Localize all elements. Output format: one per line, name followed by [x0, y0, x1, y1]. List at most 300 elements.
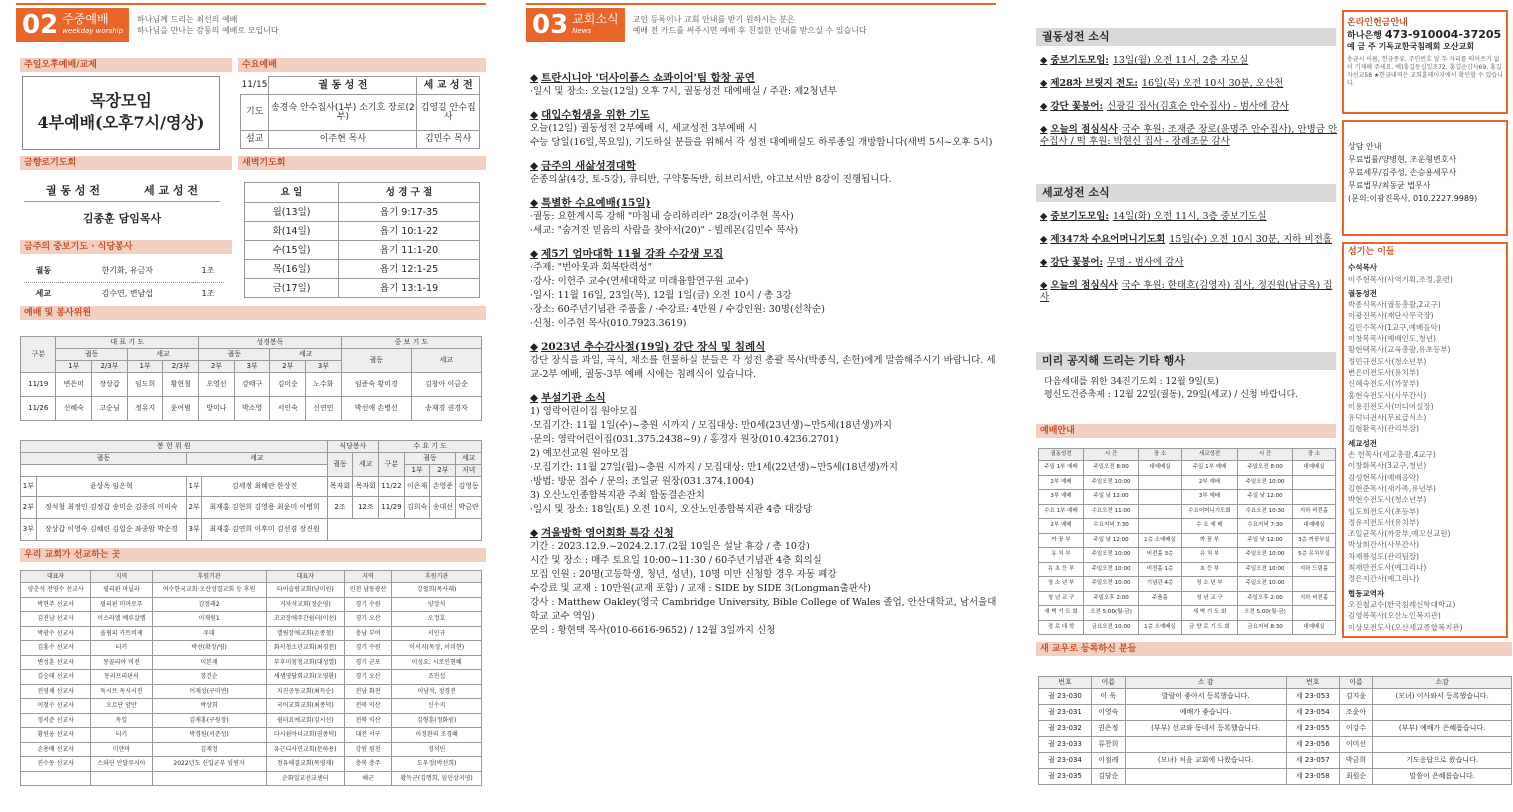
mission-cell: 충남 부여: [344, 626, 391, 641]
diamond-icon: ◆: [1040, 101, 1048, 112]
dawn-verse: 욥기 9:17-35: [339, 203, 480, 222]
news-title: 제5기 엄마대학 11월 강좌 수강생 모집: [541, 248, 724, 260]
staff-line: 차재룡성도(관리팀장): [1348, 551, 1420, 561]
week-service-table: [24, 260, 224, 304]
online-holder: 기독교한국침례회 오산교회: [1378, 42, 1475, 51]
newc-row: [1039, 769, 1512, 785]
guide-cell: 주일오후 2:00: [1084, 591, 1139, 606]
offering-head-gd: 궐동: [21, 453, 187, 465]
mission-cell: 경기 군포: [344, 655, 391, 670]
online-title: 온라인헌금안내: [1347, 18, 1408, 28]
news-articles: [530, 62, 1000, 638]
mission-cell: 순화일교선교센터: [266, 771, 344, 786]
serve-head-sg: 세교: [270, 349, 341, 361]
guide-row: [1039, 461, 1336, 476]
mission-cell: 김홍수 선교사: [21, 641, 91, 656]
guide-cell: 오전 5:00(월-금): [1238, 606, 1293, 621]
staff-line: 이창목목사(예배인도,청년): [1348, 334, 1436, 344]
newc-cell: 류찬희: [1091, 737, 1125, 753]
diamond-icon: ◆: [530, 392, 539, 404]
guide-cell: 비전홀 3층: [1139, 548, 1182, 563]
guide-cell: 지하 비전홀: [1293, 504, 1336, 519]
guide-cell: 3부 예배: [1181, 490, 1237, 505]
diamond-icon: ◆: [1040, 234, 1048, 245]
mission-cell: 이정완의 조경혜: [392, 728, 482, 743]
mission-cell: 타이슬람교회(남미원): [266, 583, 344, 598]
mission-cell: 박경원(서준성): [152, 728, 266, 743]
guide-cell: [1139, 475, 1182, 490]
counsel-line: 무료법률/양병현, 조운형변호사: [1348, 155, 1457, 164]
serve-cell: 강태구: [234, 373, 270, 397]
mission-row: [21, 742, 482, 757]
guide-cell: 수요오전 10:30: [1238, 504, 1293, 519]
wedp-head-1: 1부: [404, 465, 430, 477]
guide-cell: 대예배실: [1139, 461, 1182, 476]
mission-cell: 경기 오산: [344, 612, 391, 627]
mission-cell: 필리핀 미마로푸: [91, 597, 152, 612]
guide-row: [1039, 562, 1336, 577]
mission-cell: 이철수 선교사: [21, 699, 91, 714]
guide-head-cell: 궐동성전: [1039, 449, 1084, 461]
guide-cell: 대예배실: [1293, 620, 1336, 635]
mission-cell: 조진섭: [392, 670, 482, 685]
guide-head-cell: 장 소: [1139, 449, 1182, 461]
guide-cell: 수 요 예 배: [1181, 519, 1237, 534]
news-title: 금주의 새삶성경대학: [541, 160, 637, 172]
serve-head-3: 3부: [234, 361, 270, 373]
offering-head-sg: 세교: [186, 453, 327, 465]
guide-cell: 금요저녁 8:30: [1238, 620, 1293, 635]
wed-sermon-gd: 이주현 목사: [269, 131, 417, 149]
newc-cell: 궐 23-030: [1039, 689, 1092, 705]
guide-cell: 경 로 대 학: [1039, 620, 1084, 635]
mission-cell: 정서준 선교사: [21, 713, 91, 728]
tagline-2: 예배 전 카드를 써주시면 예배 후 친절한 안내를 받으실 수 있습니다: [632, 26, 867, 35]
wed-head-sg: 세 교 성 전: [417, 77, 480, 95]
mission-cell: 오정호: [392, 612, 482, 627]
mission-cell: 올림피 카트비제: [91, 626, 152, 641]
staff-line: 정유지전도사(유치부): [1348, 517, 1420, 527]
guide-cell: 수요저녁 7:30: [1238, 519, 1293, 534]
staff-line: 이창화목사(3교구,청년): [1348, 461, 1427, 471]
guide-row: [1039, 620, 1336, 635]
serve-cell: 신혜숙: [56, 397, 92, 421]
guide-row: [1039, 519, 1336, 534]
mission-cell: 김정래2: [152, 597, 266, 612]
friday-head-gd: 궐 동 성 전: [46, 184, 100, 197]
mission-cell: 이본재: [152, 655, 266, 670]
staff-line: 이광진목사(재단사무국장): [1348, 311, 1434, 321]
diamond-icon: ◆: [1040, 124, 1048, 135]
mission-head-cell: 후원기관: [392, 571, 482, 583]
mission-cell: 청유해결교회(목영재): [266, 757, 344, 772]
serve-head-gubun: 구분: [21, 337, 56, 373]
mission-cell: 여수한국교회·오산성결교회 등 후원: [152, 583, 266, 598]
mission-head-cell: 대표자: [266, 571, 344, 583]
mission-row: [21, 699, 482, 714]
offer-part: 1부: [186, 477, 202, 497]
mission-cell: 전북 익산: [344, 713, 391, 728]
guide-cell: [1293, 577, 1336, 592]
guide-cell: 대예배실: [1293, 461, 1336, 476]
mission-cell: 박선(확장/영): [152, 641, 266, 656]
news-heading: [530, 391, 1000, 405]
staff-line: 손 헌목사(세교총괄,4교구): [1348, 450, 1436, 460]
service-members-table: [20, 336, 482, 421]
sg-news-list: [1040, 200, 1338, 304]
mission-cell: 충북 충주: [344, 757, 391, 772]
guide-cell: 1층 소예배실: [1139, 620, 1182, 635]
staff-line: 정은지간사(예그리나): [1348, 574, 1420, 584]
newc-cell: [1373, 705, 1512, 721]
newc-cell: 이점례: [1091, 753, 1125, 769]
dawn-day: 수(15일): [245, 241, 339, 260]
counsel-line: 무료법무/최동균 법무사: [1348, 181, 1431, 190]
gd-news-title: 궐동성전 소식: [1036, 28, 1336, 46]
offer-names: 최재홍 김연희 이후미 김선겸 장진원: [202, 519, 327, 541]
news-title: 2023년 추수감사절(19일) 강단 장식 및 침례식: [541, 341, 766, 353]
etc-list: [1044, 376, 1334, 402]
counsel-line: 무료세무/김주성, 손승용세무사: [1348, 168, 1457, 177]
news-body: 2) 예꼬선교원 원아모집: [530, 448, 629, 459]
mission-table: [20, 570, 482, 786]
news-body: 3) 오산노인종합복지관 주최 합동결손잔치: [530, 490, 705, 501]
offer-names: 최재홍 김현희 김영용 최윤미 이병희: [202, 497, 327, 519]
wed-prayer-sg: 김영길 안수집사: [417, 95, 480, 131]
newc-cell: 김담순: [1091, 769, 1125, 785]
week-place: 세교: [35, 288, 52, 298]
staff-line: 박현수전도사(청소년부): [1348, 495, 1427, 505]
guide-row: [1039, 548, 1336, 563]
newc-row: [1039, 737, 1512, 753]
mission-cell: 미얀마: [91, 742, 152, 757]
week-group: 1조: [201, 288, 215, 298]
news-item-heading: [1040, 280, 1338, 304]
news-body: ·일시 및 장소: 18일(토) 오전 10시, 오산노인종합복지관 4층 대강당: [530, 504, 813, 515]
serve-cell: 노수화: [306, 373, 342, 397]
week-names: 한기화, 유금자: [63, 260, 192, 282]
news-item-title: 중보기도모임:: [1050, 211, 1109, 222]
news-heading: [530, 340, 1000, 354]
page-number: 02: [22, 10, 59, 40]
sg-news-title: 세교성전 소식: [1036, 184, 1336, 202]
guide-cell: 주일 1부 예배: [1181, 461, 1237, 476]
diamond-icon: ◆: [530, 109, 539, 121]
mission-row: [21, 670, 482, 685]
mission-cell: 새샘영담회교회(오영환): [266, 670, 344, 685]
offer-part: 2부: [186, 497, 202, 519]
staff-line: 홍현숙전도사(사무간사): [1348, 390, 1427, 400]
mission-row: [21, 597, 482, 612]
serve-cell: 고순님: [92, 397, 128, 421]
news-item-heading: [1040, 257, 1338, 269]
guide-cell: 3부 예배: [1039, 490, 1084, 505]
mission-row: [21, 641, 482, 656]
mission-label: 우리 교회가 선교하는 곳: [20, 548, 486, 562]
mission-cell: 경기 오산: [344, 670, 391, 685]
page1-header: [16, 6, 279, 44]
serve-head-23: 2/3부: [92, 361, 128, 373]
offering-table: [20, 440, 482, 541]
mission-row: [21, 728, 482, 743]
news-body: 오늘(12일) 궐동성전 2부예배 시, 세교성전 3부예배 시: [530, 123, 758, 134]
online-account: 473-910004-37205: [1384, 28, 1502, 41]
week-service-label: 금주의 중보기도 · 식당봉사: [20, 240, 232, 254]
diamond-icon: ◆: [530, 197, 539, 209]
guide-cell: 지하 드림홀: [1293, 562, 1336, 577]
guide-cell: 주일오전 10:00: [1238, 562, 1293, 577]
staff-line: 협동교역자: [1348, 588, 1385, 598]
staff-line: 수석목사: [1348, 263, 1377, 273]
mission-row: [21, 684, 482, 699]
guide-cell: 주일오전 10:00: [1084, 548, 1139, 563]
news-body: 1) 영락어린이집 원아모집: [530, 406, 638, 417]
diamond-icon: ◆: [530, 72, 539, 84]
guide-row: [1039, 606, 1336, 621]
serve-head-bible: 성경봉독: [199, 337, 342, 349]
newc-cell: 궐 23-033: [1039, 737, 1092, 753]
newc-head-cell: 이름: [1339, 677, 1373, 689]
dawn-verse: 욥기 13:1-19: [339, 279, 480, 298]
newc-cell: 세 23-054: [1286, 705, 1339, 721]
mission-cell: 장건순: [152, 670, 266, 685]
staff-box: [1342, 242, 1508, 638]
staff-line: 황현택목사(교육총괄,유초등부): [1348, 345, 1451, 355]
news-item-body: 국수 후원: 한태호(김영자) 집사, 정진원(남금옥) 집사: [1040, 280, 1333, 303]
guide-cell: 주일오전 8:00: [1084, 461, 1139, 476]
newc-cell: [1373, 737, 1512, 753]
newc-cell: 말씀이 은혜롭습니다.: [1373, 769, 1512, 785]
food-cell: 12조: [353, 497, 379, 519]
counsel-line: 상담 안내: [1348, 142, 1382, 151]
mission-cell: 도우정(박선희): [392, 757, 482, 772]
mission-cell: [21, 771, 91, 786]
serve-head-1: 1부: [56, 361, 92, 373]
newc-cell: [1125, 769, 1286, 785]
serve-cell: 서인숙: [270, 397, 306, 421]
newc-row: [1039, 689, 1512, 705]
mission-cell: 유근디사민교회(문하용): [266, 742, 344, 757]
mission-cell: 김재정: [152, 742, 266, 757]
staff-line: 변은미전도사(유치부): [1348, 367, 1420, 377]
news-body: 강단 장식을 과일, 곡식, 채소를 헌물하실 분들은 각 성전 총괄 목사(박종식, 손헌)에게 말씀해주시기 바랍니다. 세교-2부 예배, 궐동-3부 예배 시에는 침례식이 있습니다.: [530, 355, 996, 380]
mission-cell: 2022년도 신입군부 임원자: [152, 757, 266, 772]
mission-cell: 손용배 선교사: [21, 742, 91, 757]
guide-row: [1039, 504, 1336, 519]
week-group: 1조: [192, 260, 224, 282]
news-heading: [530, 159, 1000, 173]
staff-line: 최재만전도사(예그리나): [1348, 563, 1427, 573]
mission-row: [21, 612, 482, 627]
mission-cell: 지진공동교회(최득순): [266, 684, 344, 699]
guide-cell: 주품홀: [1139, 591, 1182, 606]
guide-head-cell: 세교성전: [1181, 449, 1237, 461]
staff-line: 유덕녀권사(무료급식소): [1348, 413, 1427, 423]
news-body: 시간 및 장소 : 매주 토요일 10:00~11:30 / 60주년기념관 4층 회의실: [530, 555, 822, 566]
guide-cell: [1139, 606, 1182, 621]
staff-line: 오진철교수(한국침례신학대학교): [1348, 599, 1456, 609]
guide-cell: 5층 유치부실: [1293, 548, 1336, 563]
news-item-body: 15일(수) 오전 10시 30분, 지하 비전홀: [1169, 234, 1332, 245]
staff-title: 섬기는 이들: [1348, 247, 1395, 257]
newc-cell: 궐 23-034: [1039, 753, 1092, 769]
page2-header: [526, 6, 867, 44]
news-body: ·일시 및 장소: 오늘(12일) 오후 7시, 궐동성전 대예배실 / 주관: 제2청년부: [530, 86, 837, 97]
news-body: 강사 : Matthew Oakley(영국 Cambridge University, Bible College of Wales 졸업, 안산대학교, 남서울대학교 교수 역임): [530, 597, 997, 622]
serve-cell: 송재경 권경자: [411, 397, 481, 421]
serve-head-sg: 세교: [127, 349, 198, 361]
newc-cell: 세 23-053: [1286, 689, 1339, 705]
guide-cell: 주일 낮 12:00: [1084, 533, 1139, 548]
newc-cell: 기도응답으로 왔습니다.: [1373, 753, 1512, 769]
friday-head-sg: 세 교 성 전: [144, 184, 198, 197]
food-head-gd: 궐동: [327, 453, 353, 477]
mission-cell: 이서지(목장, 이미현): [392, 641, 482, 656]
worship-guide-table: [1038, 448, 1336, 635]
wed-sermon-sg: 김민수 목사: [417, 131, 480, 149]
offering-head: 봉 헌 위 원: [21, 441, 328, 453]
mission-row: [21, 626, 482, 641]
food-head-sg: 세교: [353, 453, 379, 477]
page-subtitle: News: [572, 27, 592, 35]
news-item-body: 국수 후원: 조재준 장로(윤명주 안수집사), 안병금 안수집사 / 떡 후원: 박현신 집사 - 장례조문 감사: [1040, 124, 1338, 147]
newc-head-cell: 번호: [1039, 677, 1092, 689]
news-item-heading: [1040, 78, 1338, 90]
newc-cell: 세 23-055: [1286, 721, 1339, 737]
newcomers-label: 새 교우로 등록하신 분들: [1036, 642, 1512, 656]
guide-cell: 2부 예배: [1181, 475, 1237, 490]
wedp-cell: 박금란: [456, 497, 482, 519]
guide-cell: 주일오전 8:00: [1238, 461, 1293, 476]
guide-cell: [1293, 475, 1336, 490]
newc-cell: 궐 23-035: [1039, 769, 1092, 785]
wedp-head-gubun: 구분: [379, 453, 405, 477]
serve-head-1: 1부: [127, 361, 163, 373]
newc-cell: 조윤아: [1339, 705, 1373, 721]
page-weekday-worship: [0, 0, 500, 812]
newc-cell: 궐 23-032: [1039, 721, 1092, 737]
serve-head-2: 2부: [270, 361, 306, 373]
wed-prayer-gd: 송경숙 안수집사(1부) 소기호 장로(2부): [269, 95, 417, 131]
guide-head-cell: 시 간: [1238, 449, 1293, 461]
newc-cell: 세 23-057: [1286, 753, 1339, 769]
news-heading: [530, 108, 1000, 122]
guide-cell: 비전홀 1층: [1139, 562, 1182, 577]
newc-cell: 이 욱: [1091, 689, 1125, 705]
dawn-verse: 욥기 12:1-25: [339, 260, 480, 279]
news-body: ·문의: 영락어린이집(031.375.2438~9) / 홍경자 원장(010.4236.2701): [530, 434, 839, 445]
guide-cell: [1139, 519, 1182, 534]
serve-cell: 정유지: [127, 397, 163, 421]
mission-cell: 이재원1: [152, 612, 266, 627]
mission-cell: 황득군(김명희, 임인상지영): [392, 771, 482, 786]
wed-prayer-head: 수 요 기 도: [379, 441, 482, 453]
news-item-title: 제347차 수요어머니기도회: [1050, 234, 1166, 245]
page1-badge: [16, 8, 129, 42]
mission-cell: 김진남 선교사: [21, 612, 91, 627]
counsel-line: (문의:이광진목사, 010.2227.9989): [1348, 194, 1478, 203]
dawn-verse: 욥기 10:1-22: [339, 222, 480, 241]
mission-head-cell: 대표자: [21, 571, 91, 583]
guide-cell: [1293, 606, 1336, 621]
mission-cell: 이스라엘 예루살렘: [91, 612, 152, 627]
newcomers-table: [1038, 676, 1512, 785]
online-offering-box: [1342, 10, 1508, 114]
sunday-pm-line1: 목장모임: [90, 91, 152, 110]
serve-head-sg: 세교: [411, 349, 481, 373]
guide-cell: 주일 낮 12:00: [1238, 533, 1293, 548]
page-subtitle: weekday worship: [62, 27, 124, 35]
serve-cell: 변은미: [56, 373, 92, 397]
mission-cell: 경기 수원: [344, 641, 391, 656]
wedp-date: 11/22: [379, 477, 405, 497]
wedp-head-2: 2부: [430, 465, 456, 477]
serve-head-gd: 궐동: [341, 349, 411, 373]
mission-cell: 해군: [344, 771, 391, 786]
guide-cell: 새 벽 기 도 회: [1039, 606, 1084, 621]
guide-cell: 주일 1부 예배: [1039, 461, 1084, 476]
mission-cell: 강철희(목사래): [392, 583, 482, 598]
serve-head-3: 3부: [306, 361, 342, 373]
diamond-icon: ◆: [530, 527, 539, 539]
staff-line: 궐동성전: [1348, 288, 1377, 298]
serve-cell: 김창아 이금순: [411, 373, 481, 397]
mission-cell: 전북 익산: [344, 699, 391, 714]
guide-row: [1039, 577, 1336, 592]
mission-cell: 필리핀 마닐라: [91, 583, 152, 598]
news-item-heading: [1040, 101, 1338, 113]
serve-cell: 윤여범: [163, 397, 199, 421]
serve-head-rep: 대 표 기 도: [56, 337, 199, 349]
guide-label: 예배안내: [1036, 424, 1336, 438]
offer-part: 3부: [21, 519, 37, 541]
news-title: 특별한 수요예배(15일): [541, 197, 651, 209]
mission-cell: 동러프리핀서: [91, 670, 152, 685]
news-heading: [530, 247, 1000, 261]
guide-row: [1039, 490, 1336, 505]
mission-cell: 이남석, 정경진: [392, 684, 482, 699]
news-body: 수강료 및 교재 : 10만원(교재 포함) / 교재 : SIDE by SIDE 3(Longman출판사): [530, 583, 871, 594]
offer-part: 1부: [21, 477, 37, 497]
mission-row: [21, 771, 482, 786]
serve-head-inter: 중 보 기 도: [341, 337, 481, 349]
serve-cell: 황현철: [163, 373, 199, 397]
news-item-body: 신광길 집사(김효순 안수집사) - 범사에 감사: [1107, 101, 1289, 112]
news-item-title: 강단 꽃봉어:: [1050, 101, 1104, 112]
guide-cell: 청 소 년 부: [1039, 577, 1084, 592]
guide-cell: 대예배실: [1293, 519, 1336, 534]
newc-row: [1039, 721, 1512, 737]
page2-badge: [526, 8, 625, 42]
news-body: 모집 인원 : 20명(고등학생, 청년, 성년), 10명 미만 신청할 경우 자동 폐강: [530, 569, 837, 580]
mission-cell: 박광수 선교사: [21, 626, 91, 641]
staff-line: 이용진전도사(미디어실장): [1348, 401, 1434, 411]
guide-cell: 수요오전 11:00: [1084, 504, 1139, 519]
mission-cell: 김재홍(구원장): [152, 713, 266, 728]
news-title: 부설기관 소식: [541, 392, 606, 404]
newc-head-cell: 이름: [1091, 677, 1125, 689]
friday-label: 금향로기도회: [20, 156, 232, 170]
newc-cell: 궐 23-031: [1039, 705, 1092, 721]
news-body: ·주제: "번아웃과 회복탄력성": [530, 262, 652, 273]
newc-cell: 박금희: [1339, 753, 1373, 769]
offer-part: 3부: [186, 519, 202, 541]
food-cell: 목자회: [353, 477, 379, 497]
sunday-pm-box: [22, 76, 220, 150]
mission-cell: 양춘석 전영수 선교사: [21, 583, 91, 598]
dawn-day: 화(14일): [245, 222, 339, 241]
mission-cell: 독일: [91, 713, 152, 728]
